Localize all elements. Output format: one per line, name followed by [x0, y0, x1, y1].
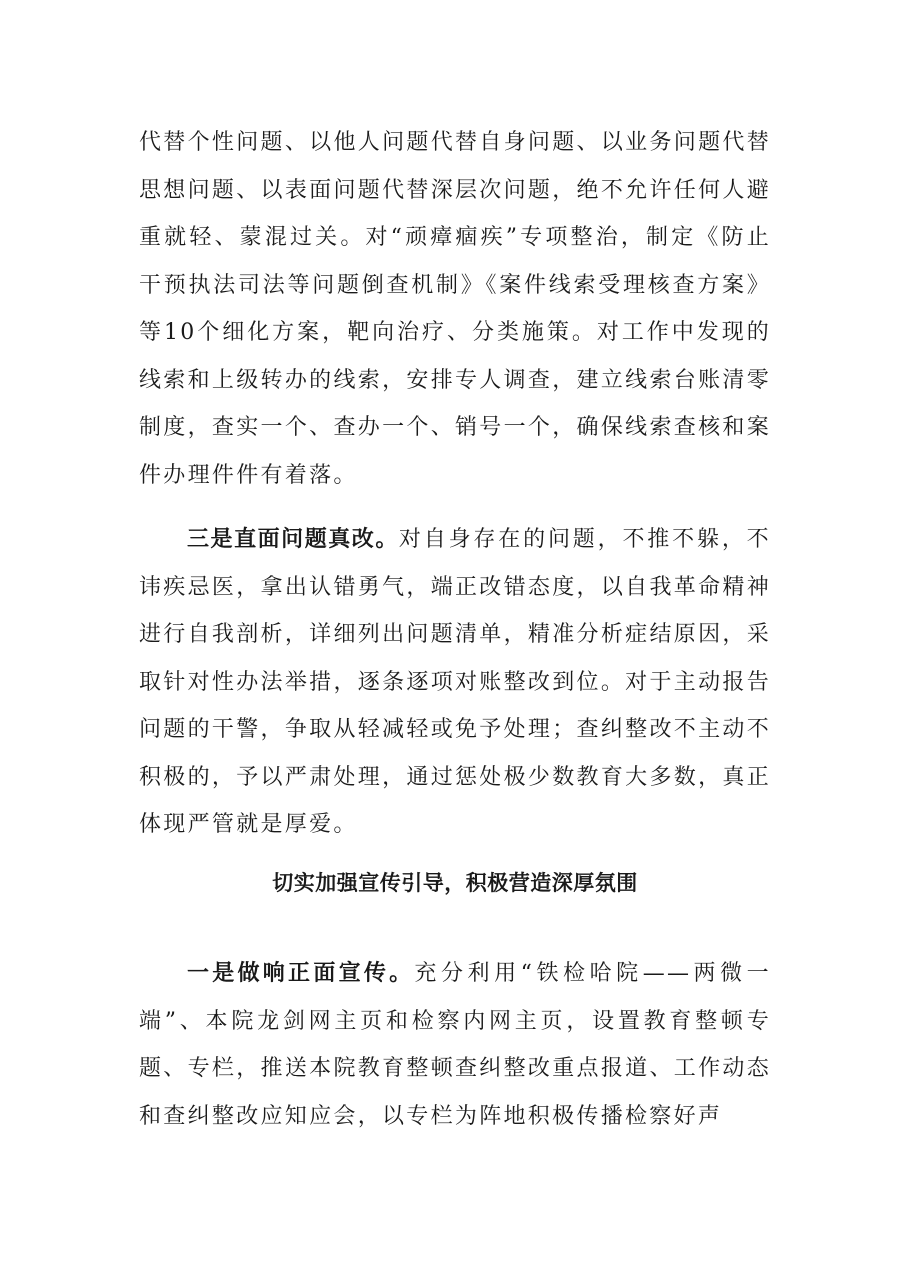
paragraph-issues-rectification: [139, 119, 771, 499]
paragraph-text: 对自身存在的问题，不推不躲，不讳疾忌医，拿出认错勇气，端正改错态度，以自我革命精神进行自我剖析，详细列出问题清单，精准分析症结原因，采取针对性办法举措，逐条逐项对账整改到位。对于主动报告问题的干警，争取从轻减轻或免予处理；查纠整改不主动不积极的，予以严肃处理，通过惩处极少数教育大多数，真正体现严管就是厚爱。: [139, 527, 771, 837]
paragraph-positive-publicity: [139, 950, 771, 1140]
paragraph-text: 代替个性问题、以他人问题代替自身问题、以业务问题代替思想问题、以表面问题代替深层次问题，绝不允许任何人避重就轻、蒙混过关。对“顽瘴痼疾”专项整治，制定《防止干预执法司法等问题倒查机制》《案件线索受理核查方案》等10个细化方案，靶向治疗、分类施策。对工作中发现的线索和上级转办的线索，安排专人调查，建立线索台账清零制度，查实一个、查办一个、销号一个，确保线索查核和案件办理件件有着落。: [139, 130, 771, 488]
paragraph-lead: 三是直面问题真改。: [187, 527, 399, 552]
paragraph-text: 充分利用“铁检哈院——两微一端”、本院龙剑网主页和检察内网主页，设置教育整顿专题、专栏，推送本院教育整顿查纠整改重点报道、工作动态和查纠整改应知应会，以专栏为阵地积极传播检察好声: [139, 961, 771, 1129]
section-heading: 切实加强宣传引导，积极营造深厚氛围: [272, 871, 638, 895]
paragraph-face-problems: [139, 516, 771, 849]
paragraph-lead: 一是做响正面宣传。: [187, 961, 415, 986]
